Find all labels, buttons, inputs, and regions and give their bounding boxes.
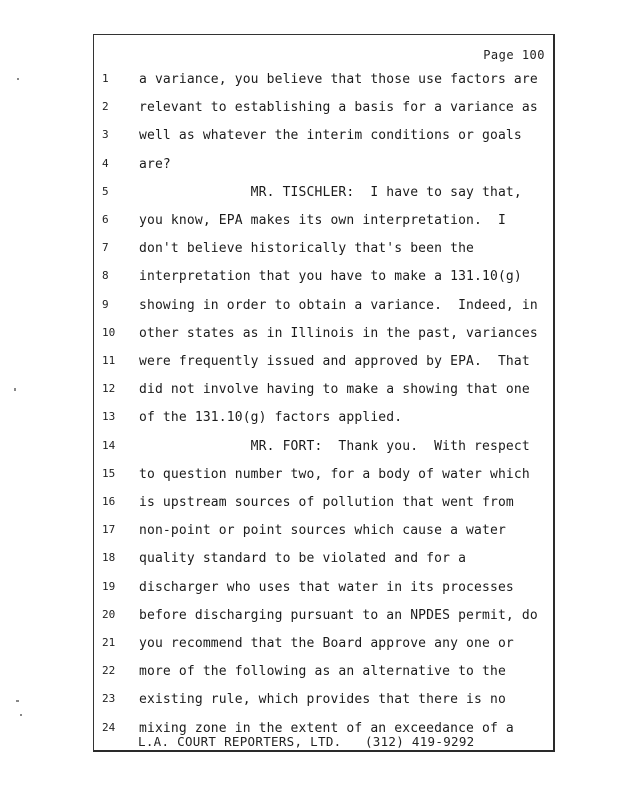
line-text: a variance, you believe that those use factors are bbox=[139, 72, 538, 87]
line-text: discharger who uses that water in its processes bbox=[139, 579, 514, 595]
line-number: 5 bbox=[102, 184, 109, 198]
line-number: 20 bbox=[102, 607, 116, 621]
line-text: existing rule, which provides that there is no bbox=[139, 692, 506, 708]
line-text: quality standard to be violated and for a bbox=[139, 551, 467, 567]
line-number: 15 bbox=[102, 466, 116, 480]
line-text: interpretation that you have to make a 131.10(g) bbox=[139, 269, 522, 285]
scan-speck bbox=[16, 700, 19, 702]
line-number: 10 bbox=[102, 325, 116, 339]
line-text: MR. TISCHLER: I have to say that, bbox=[139, 184, 522, 200]
line-number: 23 bbox=[102, 692, 116, 706]
line-number: 1 bbox=[102, 72, 109, 85]
transcript-line bbox=[94, 354, 554, 378]
transcript-line bbox=[94, 410, 554, 434]
line-number: 24 bbox=[102, 720, 116, 734]
line-number: 2 bbox=[102, 100, 109, 114]
line-text: to question number two, for a body of water which bbox=[139, 466, 530, 482]
court-reporter-footer: L.A. COURT REPORTERS, LTD. (312) 419-9292 bbox=[138, 734, 475, 749]
line-text: you recommend that the Board approve any one or bbox=[139, 636, 514, 651]
line-text: of the 131.10(g) factors applied. bbox=[139, 410, 403, 426]
line-number: 21 bbox=[102, 636, 116, 649]
transcript-line bbox=[94, 523, 554, 547]
page-number-label: Page 100 bbox=[483, 48, 545, 62]
scan-speck bbox=[20, 714, 22, 716]
line-number: 18 bbox=[102, 551, 116, 565]
line-number: 14 bbox=[102, 438, 116, 452]
transcript-line bbox=[94, 269, 554, 293]
line-text: mixing zone in the extent of an exceedance of a bbox=[139, 720, 514, 736]
transcript-line bbox=[94, 692, 554, 716]
line-text: other states as in Illinois in the past, variances bbox=[139, 325, 538, 341]
transcript-line bbox=[94, 467, 554, 491]
transcript-line bbox=[94, 439, 554, 463]
line-number: 22 bbox=[102, 664, 116, 678]
line-number: 7 bbox=[102, 241, 109, 255]
line-number: 11 bbox=[102, 354, 116, 367]
line-text: MR. FORT: Thank you. With respect bbox=[139, 438, 530, 454]
line-number: 12 bbox=[102, 382, 116, 396]
line-text: relevant to establishing a basis for a variance as bbox=[139, 100, 538, 116]
transcript-line bbox=[94, 241, 554, 265]
transcript-line bbox=[94, 664, 554, 688]
line-number: 19 bbox=[102, 579, 116, 593]
transcript-line bbox=[94, 185, 554, 209]
scan-speck bbox=[17, 78, 19, 80]
line-text: more of the following as an alternative to the bbox=[139, 664, 506, 680]
line-number: 3 bbox=[102, 128, 109, 142]
transcript-line bbox=[94, 551, 554, 575]
line-text: showing in order to obtain a variance. Indeed, in bbox=[139, 297, 538, 313]
line-text: before discharging pursuant to an NPDES permit, do bbox=[139, 607, 538, 623]
line-number: 16 bbox=[102, 495, 116, 508]
line-text: did not involve having to make a showing that one bbox=[139, 382, 530, 398]
transcript-line bbox=[94, 128, 554, 152]
transcript-line bbox=[94, 636, 554, 660]
line-number: 4 bbox=[102, 156, 109, 170]
line-text: don't believe historically that's been the bbox=[139, 241, 475, 257]
line-number: 6 bbox=[102, 213, 109, 226]
transcript-line bbox=[94, 382, 554, 406]
transcript-line bbox=[94, 100, 554, 124]
line-text: is upstream sources of pollution that went from bbox=[139, 495, 514, 510]
transcript-page bbox=[93, 34, 555, 752]
transcript-line bbox=[94, 495, 554, 519]
line-number: 9 bbox=[102, 297, 109, 311]
transcript-line bbox=[94, 298, 554, 322]
transcript-line bbox=[94, 608, 554, 632]
line-text: were frequently issued and approved by EPA. That bbox=[139, 354, 530, 369]
scan-speck bbox=[14, 388, 16, 391]
line-number: 13 bbox=[102, 410, 116, 424]
transcript-line bbox=[94, 72, 554, 96]
transcript-line bbox=[94, 157, 554, 181]
line-text: well as whatever the interim conditions or goals bbox=[139, 128, 522, 144]
line-number: 17 bbox=[102, 523, 116, 537]
line-text: you know, EPA makes its own interpretation. I bbox=[139, 213, 506, 228]
line-number: 8 bbox=[102, 269, 109, 283]
transcript-line bbox=[94, 580, 554, 604]
transcript-line bbox=[94, 213, 554, 237]
line-text: non-point or point sources which cause a water bbox=[139, 523, 506, 539]
line-text: are? bbox=[139, 156, 171, 172]
transcript-line bbox=[94, 326, 554, 350]
